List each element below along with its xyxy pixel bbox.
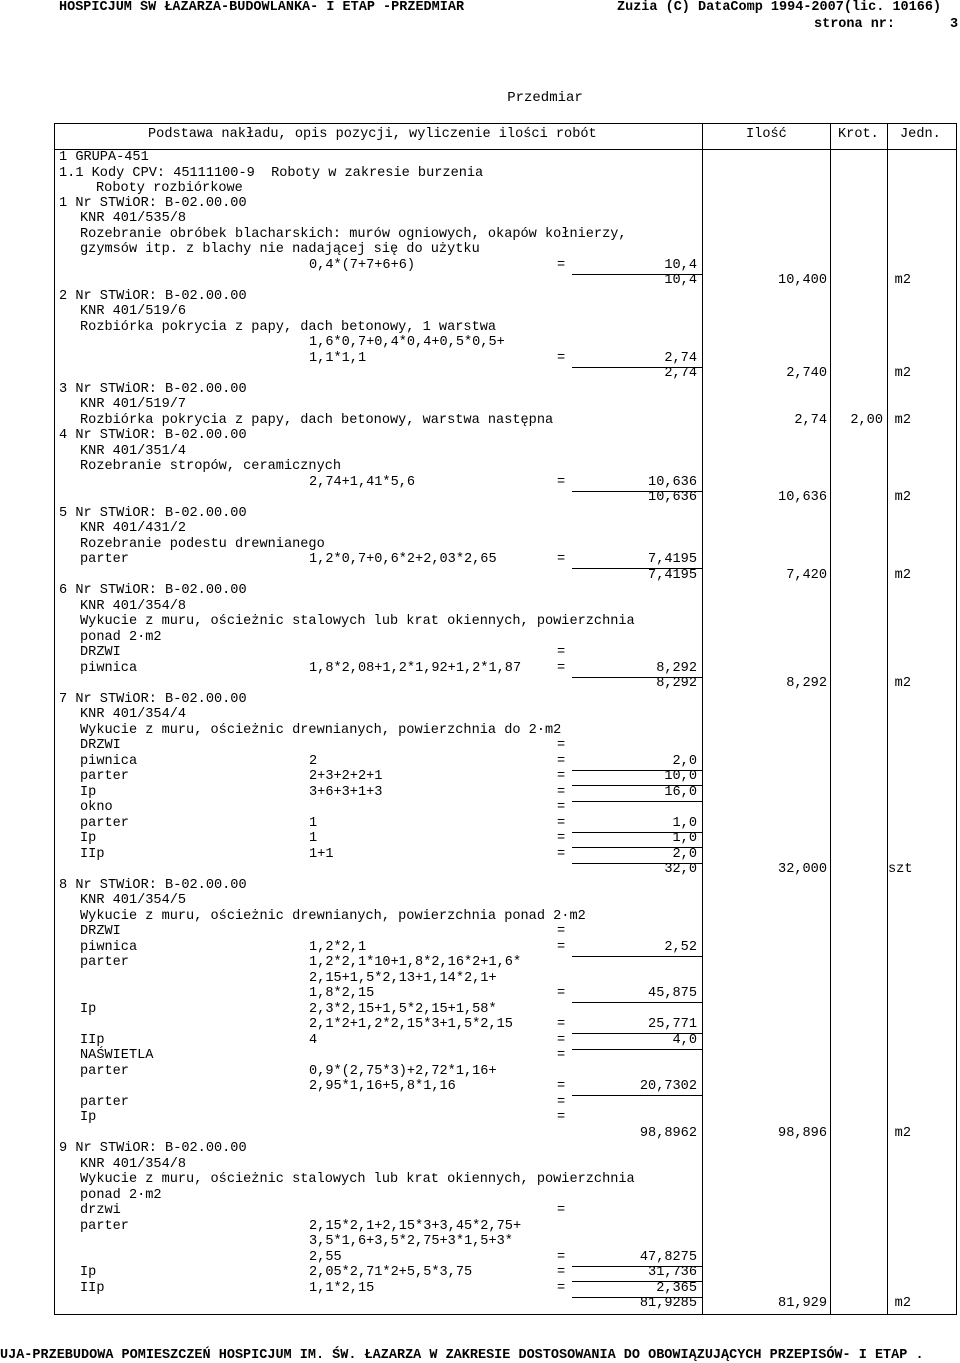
row-unit: m2	[894, 273, 911, 288]
row-unit: m2	[894, 490, 911, 505]
row-sum: 10,636	[648, 490, 697, 505]
row-text: 1,2*2,1	[309, 940, 367, 955]
row-text: 6 Nr STWiOR: B-02.00.00	[59, 583, 247, 598]
row-sum: 7,4195	[648, 568, 697, 583]
row-label: piwnica	[80, 940, 138, 955]
row-value-underline	[572, 1095, 702, 1096]
row-label: DRZWI	[80, 738, 121, 753]
row-text: ponad 2·m2	[80, 1188, 162, 1203]
row-text: 1,8*2,08+1,2*1,92+1,2*1,87	[309, 661, 522, 676]
column-divider-multiplier	[830, 123, 831, 1315]
row-equals: =	[557, 258, 566, 273]
row-equals: =	[557, 1281, 566, 1296]
row-value: 31,736	[648, 1265, 697, 1280]
row-text: 2,95*1,16+5,8*1,16	[309, 1079, 456, 1094]
row-label: parter	[80, 955, 129, 970]
row-text: Rozbiórka pokrycia z papy, dach betonowy, 1 warstwa	[80, 320, 497, 335]
group-heading: 1 GRUPA-451	[59, 150, 149, 165]
row-text: KNR 401/431/2	[80, 521, 187, 536]
row-text: Wykucie z muru, ościeżnic drewnianych, powierzchnia ponad 2·m2	[80, 909, 586, 924]
row-text: 2,55	[309, 1250, 342, 1265]
row-label: piwnica	[80, 754, 138, 769]
row-text: 1,2*2,1*10+1,8*2,16*2+1,6*	[309, 955, 522, 970]
row-text: 1	[309, 816, 318, 831]
row-quantity: 7,420	[786, 568, 827, 583]
row-equals: =	[557, 847, 566, 862]
row-text: 2,15+1,5*2,13+1,14*2,1+	[309, 971, 497, 986]
row-label: parter	[80, 552, 129, 567]
row-equals: =	[557, 769, 566, 784]
page-number: 3	[950, 17, 959, 32]
row-text: 3,5*1,6+3,5*2,75+3*1,5+3*	[309, 1234, 513, 1249]
row-sum: 32,0	[664, 862, 697, 877]
row-value: 47,8275	[639, 1250, 697, 1265]
row-equals: =	[557, 924, 566, 939]
row-label: piwnica	[80, 661, 138, 676]
column-header-multiplier: Krot.	[838, 127, 879, 142]
row-text: 2 Nr STWiOR: B-02.00.00	[59, 289, 247, 304]
document-title: Przedmiar	[507, 90, 583, 106]
row-value: 7,4195	[648, 552, 697, 567]
row-text: 7 Nr STWiOR: B-02.00.00	[59, 692, 247, 707]
row-value-underline	[572, 801, 702, 802]
row-text: KNR 401/535/8	[80, 211, 187, 226]
row-unit: m2	[894, 1126, 911, 1141]
row-text: 1,6*0,7+0,4*0,4+0,5*0,5+	[309, 335, 505, 350]
row-text: 3+6+3+1+3	[309, 785, 383, 800]
row-value: 45,875	[648, 986, 697, 1001]
row-text: 1,1*1,1	[309, 351, 367, 366]
row-label: parter	[80, 816, 129, 831]
row-text: 2+3+2+2+1	[309, 769, 383, 784]
row-text: 4 Nr STWiOR: B-02.00.00	[59, 428, 247, 443]
row-unit: m2	[894, 568, 911, 583]
row-equals: =	[557, 351, 566, 366]
row-value: 2,365	[656, 1281, 697, 1296]
row-value: 10,4	[664, 258, 697, 273]
row-value: 10,636	[648, 475, 697, 490]
row-text: ponad 2·m2	[80, 630, 162, 645]
row-text: 1 Nr STWiOR: B-02.00.00	[59, 196, 247, 211]
row-label: Ip	[80, 831, 97, 846]
row-text: 0,4*(7+7+6+6)	[309, 258, 416, 273]
row-sum: 8,292	[656, 676, 697, 691]
row-unit: szt	[888, 862, 913, 877]
row-value: 25,771	[648, 1017, 697, 1032]
row-value: 2,52	[664, 940, 697, 955]
row-unit: m2	[894, 676, 911, 691]
row-equals: =	[557, 645, 566, 660]
row-value: 2,0	[672, 847, 697, 862]
row-value-underline	[572, 956, 702, 957]
row-text: 1+1	[309, 847, 334, 862]
row-text: KNR 401/354/4	[80, 707, 187, 722]
row-text: Rozebranie stropów, ceramicznych	[80, 459, 342, 474]
row-text: 1,1*2,15	[309, 1281, 375, 1296]
row-label: DRZWI	[80, 645, 121, 660]
row-quantity: 10,636	[778, 490, 827, 505]
row-label: Ip	[80, 1002, 97, 1017]
row-quantity: 8,292	[786, 676, 827, 691]
row-label: Ip	[80, 1110, 97, 1125]
row-text: 2,74+1,41*5,6	[309, 475, 416, 490]
row-quantity: 2,74	[794, 413, 827, 428]
row-unit: m2	[894, 366, 911, 381]
row-value: 4,0	[672, 1033, 697, 1048]
row-equals: =	[557, 831, 566, 846]
row-quantity: 32,000	[778, 862, 827, 877]
footer-project-title: UJA-PRZEBUDOWA POMIESZCZEŃ HOSPICJUM IM. ŚW. ŁAZARZA W ZAKRESIE DOSTOSOWANIA DO OBOWIĄZUJĄCYCH PRZEPISÓW- I ETAP .	[0, 1348, 924, 1363]
row-value: 20,7302	[639, 1079, 697, 1094]
row-equals: =	[557, 1048, 566, 1063]
row-text: KNR 401/354/8	[80, 1157, 187, 1172]
group-subtitle: Roboty rozbiórkowe	[96, 181, 243, 196]
row-text: 2,1*2+1,2*2,15*3+1,5*2,15	[309, 1017, 513, 1032]
row-label: parter	[80, 769, 129, 784]
row-value-underline	[572, 1049, 702, 1050]
column-header-description: Podstawa nakładu, opis pozycji, wyliczenie ilości robót	[148, 127, 597, 142]
column-header-unit: Jedn.	[900, 127, 941, 142]
row-sum: 2,74	[664, 366, 697, 381]
row-quantity: 81,929	[778, 1296, 827, 1311]
row-equals: =	[557, 754, 566, 769]
header-row-divider	[54, 149, 957, 150]
row-unit: m2	[894, 413, 911, 428]
row-multiplier: 2,00	[850, 413, 883, 428]
row-equals: =	[557, 986, 566, 1001]
row-label: IIp	[80, 1281, 105, 1296]
row-value: 8,292	[656, 661, 697, 676]
row-text: 3 Nr STWiOR: B-02.00.00	[59, 382, 247, 397]
header-right: Zuzia (C) DataComp 1994-2007(lic. 10166)	[617, 0, 942, 15]
row-label: DRZWI	[80, 924, 121, 939]
row-value: 1,0	[672, 816, 697, 831]
row-text: 4	[309, 1033, 318, 1048]
row-text: 2,15*2,1+2,15*3+3,45*2,75+	[309, 1219, 522, 1234]
row-text: 5 Nr STWiOR: B-02.00.00	[59, 506, 247, 521]
row-text: KNR 401/354/8	[80, 599, 187, 614]
row-text: Wykucie z muru, ościeżnic drewnianych, powierzchnia do 2·m2	[80, 723, 562, 738]
row-equals: =	[557, 1203, 566, 1218]
row-value: 16,0	[664, 785, 697, 800]
row-equals: =	[557, 1079, 566, 1094]
row-text: Rozbiórka pokrycia z papy, dach betonowy, warstwa następna	[80, 413, 554, 428]
row-text: 2,05*2,71*2+5,5*3,75	[309, 1265, 473, 1280]
row-text: KNR 401/519/7	[80, 397, 187, 412]
row-value: 1,0	[672, 831, 697, 846]
row-equals: =	[557, 1250, 566, 1265]
row-quantity: 2,740	[786, 366, 827, 381]
row-equals: =	[557, 552, 566, 567]
row-text: KNR 401/519/6	[80, 304, 187, 319]
row-label: NAŚWIETLA	[80, 1048, 154, 1063]
row-equals: =	[557, 1017, 566, 1032]
row-label: drzwi	[80, 1203, 121, 1218]
row-label: parter	[80, 1219, 129, 1234]
column-header-quantity: Ilość	[746, 127, 787, 142]
row-equals: =	[557, 1033, 566, 1048]
row-text: 0,9*(2,75*3)+2,72*1,16+	[309, 1064, 497, 1079]
group-cpv-code: 1.1 Kody CPV: 45111100-9 Roboty w zakresie burzenia	[59, 166, 484, 181]
row-sum: 81,9285	[639, 1296, 697, 1311]
row-equals: =	[557, 816, 566, 831]
row-text: KNR 401/351/4	[80, 444, 187, 459]
row-equals: =	[557, 475, 566, 490]
row-text: 1,2*0,7+0,6*2+2,03*2,65	[309, 552, 497, 567]
row-sum: 98,8962	[639, 1126, 697, 1141]
page-number-label: strona nr:	[814, 17, 896, 32]
row-value: 2,74	[664, 351, 697, 366]
row-label: IIp	[80, 847, 105, 862]
row-unit: m2	[894, 1296, 911, 1311]
row-text: 2,3*2,15+1,5*2,15+1,58*	[309, 1002, 497, 1017]
row-value: 2,0	[672, 754, 697, 769]
row-equals: =	[557, 785, 566, 800]
row-quantity: 98,896	[778, 1126, 827, 1141]
row-label: parter	[80, 1095, 129, 1110]
row-text: Wykucie z muru, ościeżnic stalowych lub krat okiennych, powierzchnia	[80, 1172, 635, 1187]
row-text: 2	[309, 754, 318, 769]
row-value: 10,0	[664, 769, 697, 784]
row-label: IIp	[80, 1033, 105, 1048]
row-text: gzymsów itp. z blachy nie nadającej się do użytku	[80, 242, 480, 257]
row-label: Ip	[80, 1265, 97, 1280]
row-equals: =	[557, 661, 566, 676]
row-text: Rozebranie podestu drewnianego	[80, 537, 325, 552]
row-text: 8 Nr STWiOR: B-02.00.00	[59, 878, 247, 893]
header-left: HOSPICJUM ŚW ŁAZARZA-BUDOWLANKA- I ETAP -PRZEDMIAR	[59, 0, 465, 15]
row-value-underline	[572, 1002, 702, 1003]
row-text: Rozebranie obróbek blacharskich: murów ogniowych, okapów kołnierzy,	[80, 227, 627, 242]
row-equals: =	[557, 738, 566, 753]
row-text: 1	[309, 831, 318, 846]
row-text: Wykucie z muru, ościeżnic stalowych lub krat okiennych, powierzchnia	[80, 614, 635, 629]
row-label: parter	[80, 1064, 129, 1079]
row-quantity: 10,400	[778, 273, 827, 288]
row-label: okno	[80, 800, 113, 815]
row-text: KNR 401/354/5	[80, 893, 187, 908]
row-text: 1,8*2,15	[309, 986, 375, 1001]
row-equals: =	[557, 1095, 566, 1110]
row-equals: =	[557, 1265, 566, 1280]
row-equals: =	[557, 1110, 566, 1125]
row-equals: =	[557, 800, 566, 815]
row-label: Ip	[80, 785, 97, 800]
row-sum: 10,4	[664, 273, 697, 288]
row-text: 9 Nr STWiOR: B-02.00.00	[59, 1141, 247, 1156]
row-equals: =	[557, 940, 566, 955]
